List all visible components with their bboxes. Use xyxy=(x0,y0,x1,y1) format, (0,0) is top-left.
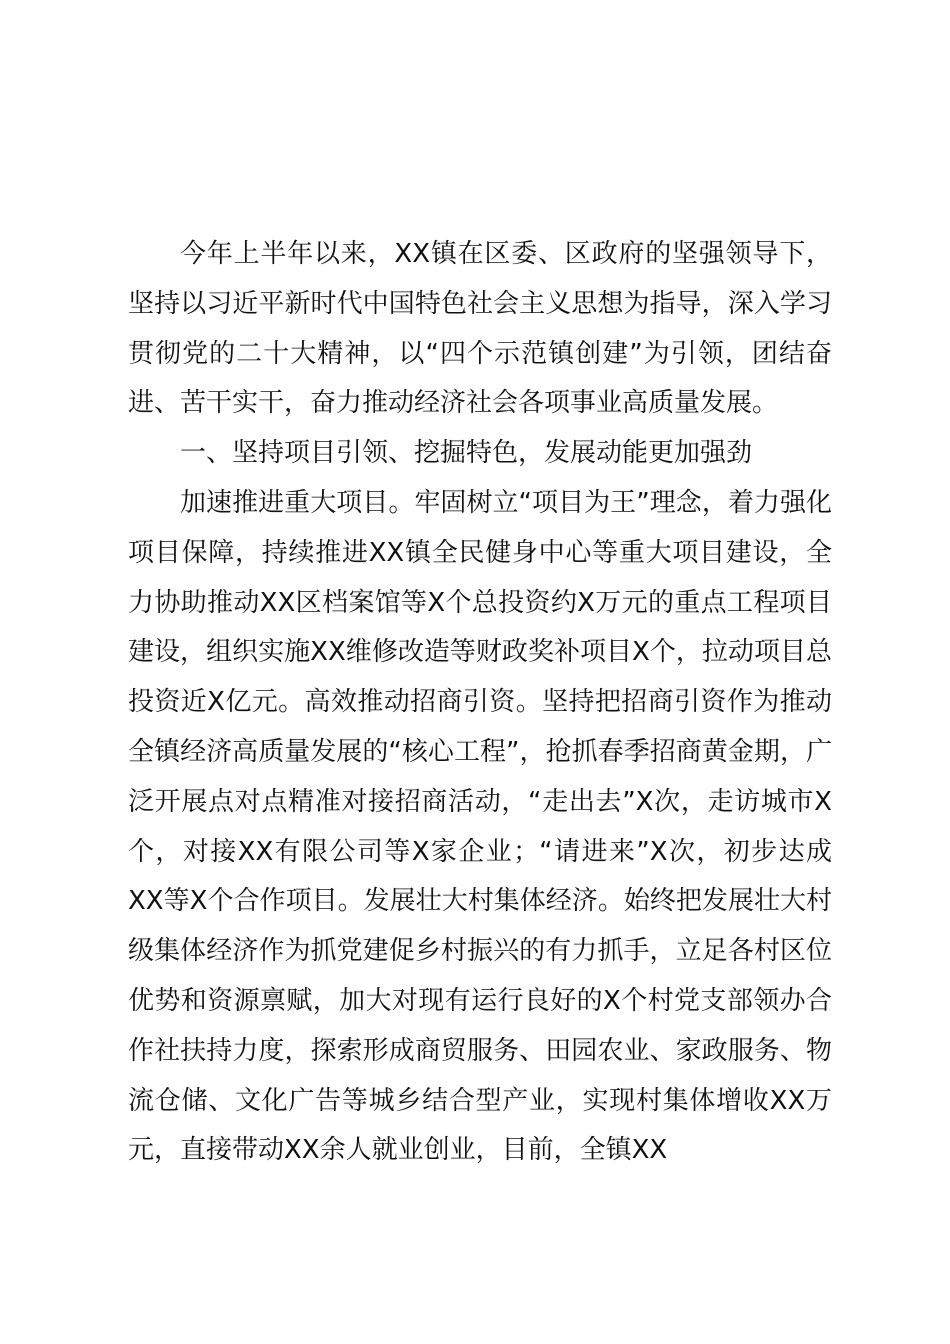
body-paragraph: 加速推进重大项目。牢固树立“项目为王”理念，着力强化项目保障，持续推进XX镇全民健身中心等重大项目建设，全力协助推动XX区档案馆等X个总投资约X万元的重点工程项目建设，组织实施XX维修改造等财政奖补项目X个，拉动项目总投资近X亿元。高效推动招商引资。坚持把招商引资作为推动全镇经济高质量发展的“核心工程”，抢抓春季招商黄金期，广泛开展点对点精准对接招商活动，“走出去”X次，走访城市X个，对接XX有限公司等X家企业；“请进来”X次，初步达成XX等X个合作项目。发展壮大村集体经济。始终把发展壮大村级集体经济作为抓党建促乡村振兴的有力抓手，立足各村区位优势和资源禀赋，加大对现有运行良好的X个村党支部领办合作社扶持力度，探索形成商贸服务、田园农业、家政服务、物流仓储、文化广告等城乡结合型产业，实现村集体增收XX万元，直接带动XX余人就业创业，目前，全镇XX xyxy=(128,487,832,1166)
intro-paragraph: 今年上半年以来，XX镇在区委、区政府的坚强领导下，坚持以习近平新时代中国特色社会主义思想为指导，深入学习贯彻党的二十大精神，以“四个示范镇创建”为引领，团结奋进、苦干实干，奋力推动经济社会各项事业高质量发展。 xyxy=(128,239,832,419)
document-body xyxy=(128,230,832,1176)
section-heading: 一、坚持项目引领、挖掘特色，发展动能更加强劲 xyxy=(180,438,753,469)
